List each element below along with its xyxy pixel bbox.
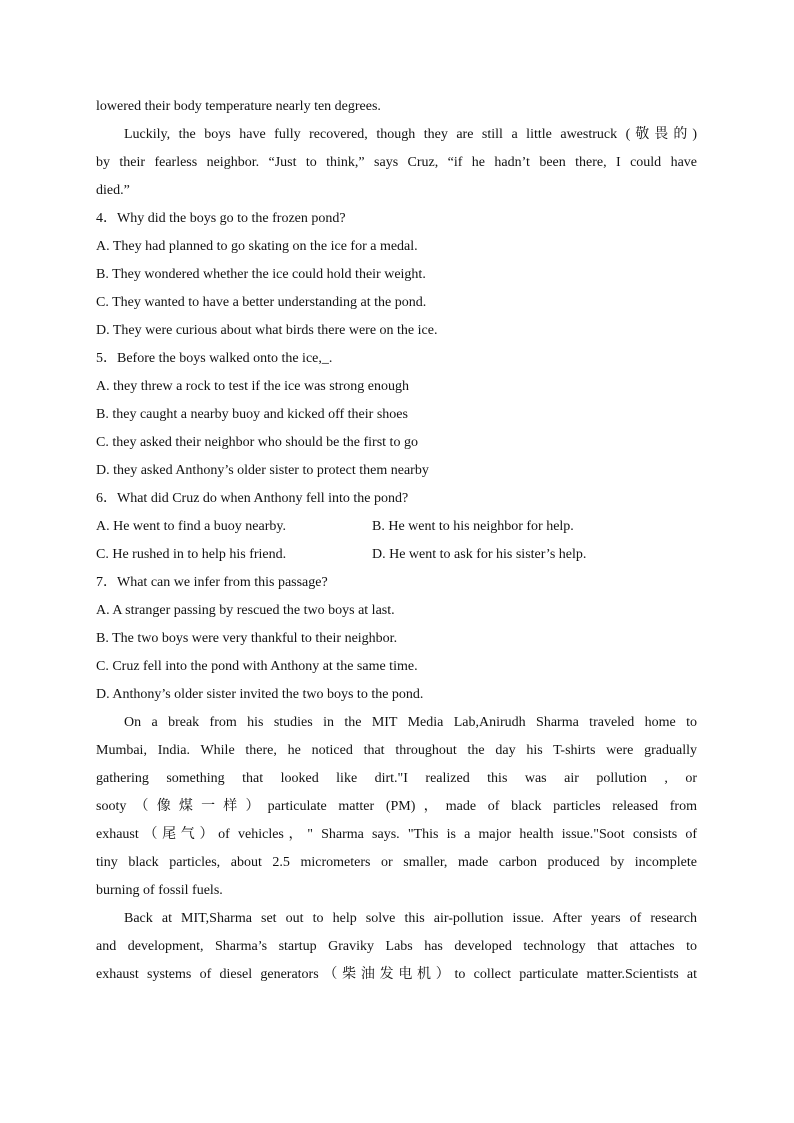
question-7-option-c: C. Cruz fell into the pond with Anthony at the same time. <box>96 659 418 674</box>
question-6-options-row-2 <box>96 541 697 569</box>
question-6-option-b: B. He went to his neighbor for help. <box>372 519 574 534</box>
question-4-option-a: A. They had planned to go skating on the ice for a medal. <box>96 239 418 254</box>
question-7-stem: 7．What can we infer from this passage? <box>96 575 328 590</box>
passage-line: and development, Sharma’s startup Graviky Labs has developed technology that attaches to <box>96 939 697 954</box>
question-6-options-row-1 <box>96 513 697 541</box>
question-5-stem: 5．Before the boys walked onto the ice,_. <box>96 351 333 366</box>
passage-line: by their fearless neighbor. “Just to think,” says Cruz, “if he hadn’t been there, I could have <box>96 155 697 170</box>
document-page <box>96 93 697 989</box>
question-4-option-c: C. They wanted to have a better understanding at the pond. <box>96 295 427 310</box>
passage-line: lowered their body temperature nearly ten degrees. <box>96 99 381 114</box>
question-4-option-d: D. They were curious about what birds there were on the ice. <box>96 323 438 338</box>
question-5-option-c: C. they asked their neighbor who should be the first to go <box>96 435 418 450</box>
passage-line: died.” <box>96 183 130 198</box>
question-5-option-a: A. they threw a rock to test if the ice was strong enough <box>96 379 409 394</box>
passage-line: gathering something that looked like dirt."I realized this was air pollution , or <box>96 771 697 786</box>
question-5-option-d: D. they asked Anthony’s older sister to protect them nearby <box>96 463 429 478</box>
question-6-option-c: C. He rushed in to help his friend. <box>96 547 287 562</box>
question-4-stem: 4．Why did the boys go to the frozen pond? <box>96 211 346 226</box>
passage-line: On a break from his studies in the MIT Media Lab,Anirudh Sharma traveled home to <box>124 715 697 730</box>
passage-line: tiny black particles, about 2.5 micrometers or smaller, made carbon produced by incomplete <box>96 855 697 870</box>
question-6-stem: 6．What did Cruz do when Anthony fell into the pond? <box>96 491 409 506</box>
question-7-option-b: B. The two boys were very thankful to their neighbor. <box>96 631 398 646</box>
question-7-option-a: A. A stranger passing by rescued the two boys at last. <box>96 603 395 618</box>
question-7-option-d: D. Anthony’s older sister invited the two boys to the pond. <box>96 687 424 702</box>
passage-line: Luckily, the boys have fully recovered, though they are still a little awestruck (敬畏的) <box>124 127 697 142</box>
question-5-option-b: B. they caught a nearby buoy and kicked off their shoes <box>96 407 408 422</box>
passage-line: Mumbai, India. While there, he noticed that throughout the day his T-shirts were gradually <box>96 743 697 758</box>
question-6-option-a: A. He went to find a buoy nearby. <box>96 519 286 534</box>
passage-line: burning of fossil fuels. <box>96 883 223 898</box>
question-4-option-b: B. They wondered whether the ice could hold their weight. <box>96 267 426 282</box>
question-6-option-d: D. He went to ask for his sister’s help. <box>372 547 587 562</box>
passage-line: Back at MIT,Sharma set out to help solve this air-pollution issue. After years of research <box>124 911 697 926</box>
passage-line: exhaust（尾气）of vehicles，" Sharma says. "This is a major health issue."Soot consists of <box>96 827 697 842</box>
passage-line: exhaust systems of diesel generators（柴油发电机）to collect particulate matter.Scientists at <box>96 967 697 982</box>
passage-line: sooty（像煤一样）particulate matter (PM)，made of black particles released from <box>96 799 697 814</box>
